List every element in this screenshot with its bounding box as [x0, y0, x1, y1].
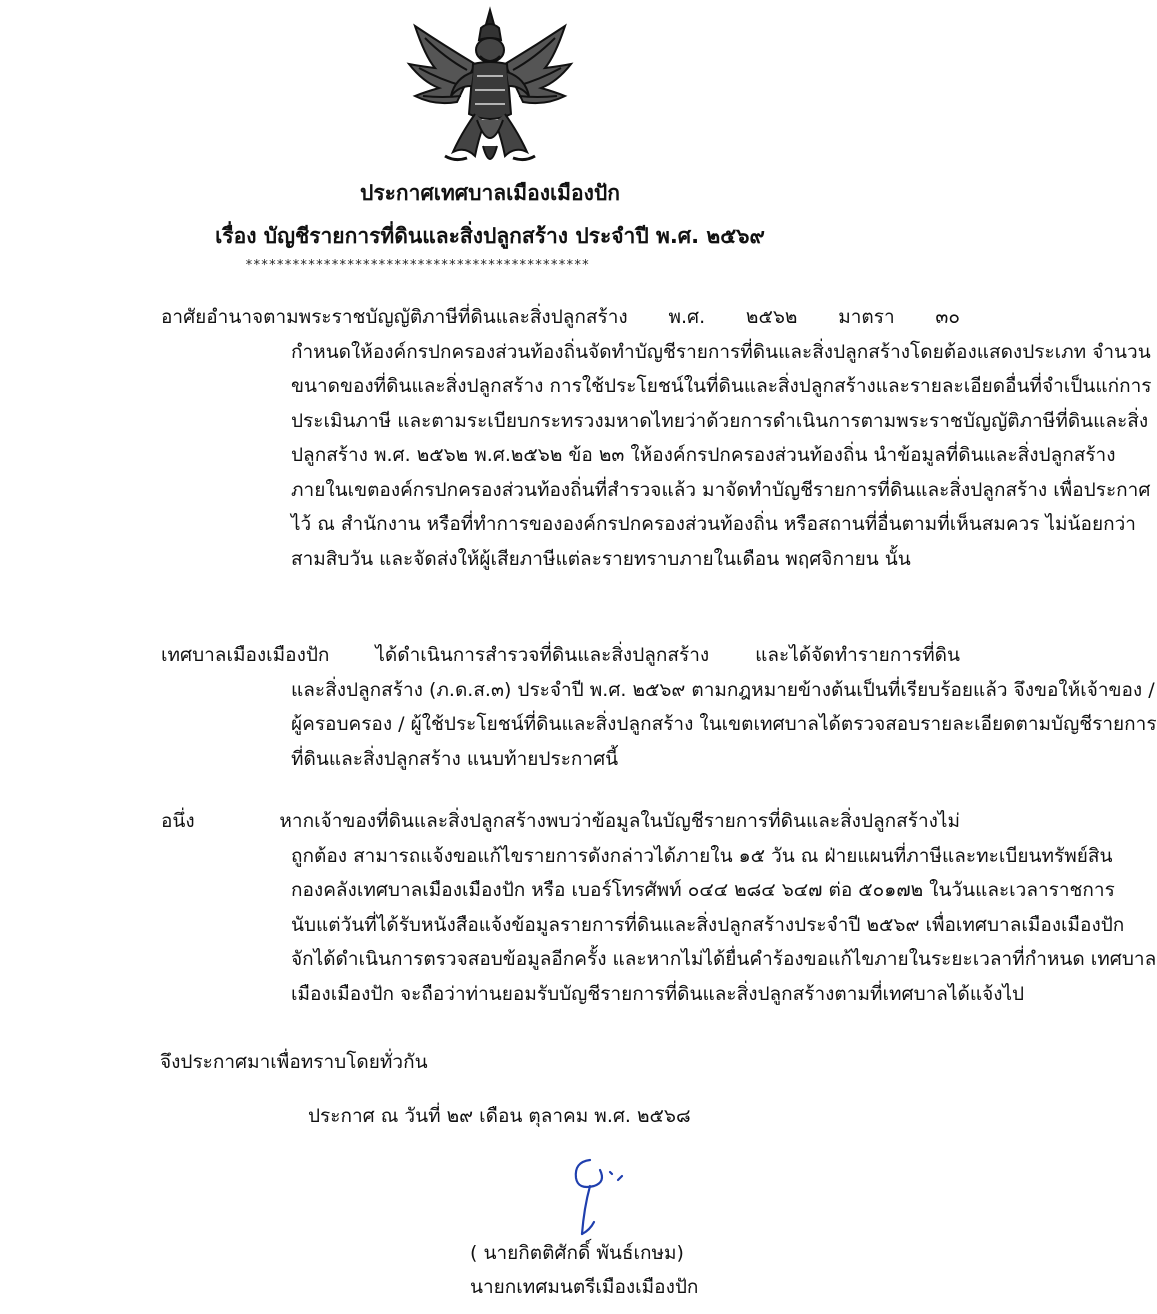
paragraph-3 [30, 804, 1157, 1011]
paragraph-1 [30, 300, 1152, 576]
announcement-date: ประกาศ ณ วันที่ ๒๙ เดือน ตุลาคม พ.ศ. ๒๕๖๘ [308, 1105, 691, 1127]
paragraph-line: ประเมินภาษี และตามระเบียบกระทรวงมหาดไทยว่าด้วยการดำเนินการตามพระราชบัญญัติภาษีที่ดินและสิ่ง [291, 409, 1149, 432]
paragraph-2 [30, 638, 1157, 776]
paragraph-line: นับแต่วันที่ได้รับหนังสือแจ้งข้อมูลรายการที่ดินและสิ่งปลูกสร้างประจำปี ๒๕๖๙ เพื่อเทศบาลเมืองเมืองปัก [291, 913, 1125, 936]
paragraph-line: และสิ่งปลูกสร้าง (ภ.ด.ส.๓) ประจำปี พ.ศ. ๒๕๖๙ ตามกฎหมายข้างต้นเป็นที่เรียบร้อยแล้ว จึงขอให้เจ้าของ / [291, 678, 1155, 701]
paragraph-line: ขนาดของที่ดินและสิ่งปลูกสร้าง การใช้ประโยชน์ในที่ดินและสิ่งปลูกสร้างและรายละเอียดอื่นที่จำเป็นแก่การ [291, 375, 1152, 397]
paragraph-line: ถูกต้อง สามารถแจ้งขอแก้ไขรายการดังกล่าวได้ภายใน ๑๕ วัน ณ ฝ่ายแผนที่ภาษีและทะเบียนทรัพย์สิน [291, 844, 1113, 867]
paragraph-line: เทศบาลเมืองเมืองปัก ได้ดำเนินการสำรวจที่ดินและสิ่งปลูกสร้าง และได้จัดทำรายการที่ดิน [161, 644, 960, 666]
closing-statement: จึงประกาศมาเพื่อทราบโดยทั่วกัน [160, 1051, 428, 1073]
paragraph-line: ภายในเขตองค์กรปกครองส่วนท้องถิ่นที่สำรวจแล้ว มาจัดทำบัญชีรายการที่ดินและสิ่งปลูกสร้าง เพื่อประกาศ [291, 478, 1151, 501]
announcement-title: ประกาศเทศบาลเมืองเมืองปัก [360, 181, 620, 205]
paragraph-line: ปลูกสร้าง พ.ศ. ๒๕๖๒ พ.ศ.๒๕๖๒ ข้อ ๒๓ ให้องค์กรปกครองส่วนท้องถิ่น นำข้อมูลที่ดินและสิ่งปลูกสร้าง [291, 444, 1116, 466]
paragraph-line: จักได้ดำเนินการตรวจสอบข้อมูลอีกครั้ง และหากไม่ได้ยื่นคำร้องขอแก้ไขภายในระยะเวลาที่กำหนด เทศบาล [291, 948, 1157, 970]
paragraph-line: ไว้ ณ สำนักงาน หรือที่ทำการขององค์กรปกครองส่วนท้องถิ่น หรือสถานที่อื่นตามที่เห็นสมควร ไม่น้อยกว่า [291, 513, 1136, 535]
paragraph-line: ที่ดินและสิ่งปลูกสร้าง แนบท้ายประกาศนี้ [291, 747, 619, 770]
signer-position: นายกเทศมนตรีเมืองเมืองปัก [470, 1276, 699, 1298]
signer-name: ( นายกิตติศักดิ์ พันธ์เกษม) [470, 1242, 684, 1264]
paragraph-line: กำหนดให้องค์กรปกครองส่วนท้องถิ่นจัดทำบัญชีรายการที่ดินและสิ่งปลูกสร้างโดยต้องแสดงประเภท จำนวน [291, 340, 1151, 363]
announcement-subject: เรื่อง บัญชีรายการที่ดินและสิ่งปลูกสร้าง ประจำปี พ.ศ. ๒๕๖๙ [215, 224, 765, 248]
garuda-emblem-icon [405, 6, 575, 174]
signature-icon [560, 1150, 670, 1240]
paragraph-line: อนึ่ง หากเจ้าของที่ดินและสิ่งปลูกสร้างพบว่าข้อมูลในบัญชีรายการที่ดินและสิ่งปลูกสร้างไม่ [161, 810, 960, 832]
divider: ******************************************** [245, 258, 590, 273]
paragraph-line: กองคลังเทศบาลเมืองเมืองปัก หรือ เบอร์โทรศัพท์ ๐๔๔ ๒๘๔ ๖๔๗ ต่อ ๕๐๑๗๒ ในวันและเวลาราชการ [291, 879, 1115, 901]
paragraph-line: สามสิบวัน และจัดส่งให้ผู้เสียภาษีแต่ละรายทราบภายในเดือน พฤศจิกายน นั้น [291, 547, 911, 570]
paragraph-line: เมืองเมืองปัก จะถือว่าท่านยอมรับบัญชีรายการที่ดินและสิ่งปลูกสร้างตามที่เทศบาลได้แจ้งไป [291, 982, 1025, 1005]
paragraph-line: อาศัยอำนาจตามพระราชบัญญัติภาษีที่ดินและสิ่งปลูกสร้าง พ.ศ. ๒๕๖๒ มาตรา ๓๐ [161, 306, 960, 328]
paragraph-line: ผู้ครอบครอง / ผู้ใช้ประโยชน์ที่ดินและสิ่งปลูกสร้าง ในเขตเทศบาลได้ตรวจสอบรายละเอียดตามบัญชีรายการ [291, 713, 1157, 735]
